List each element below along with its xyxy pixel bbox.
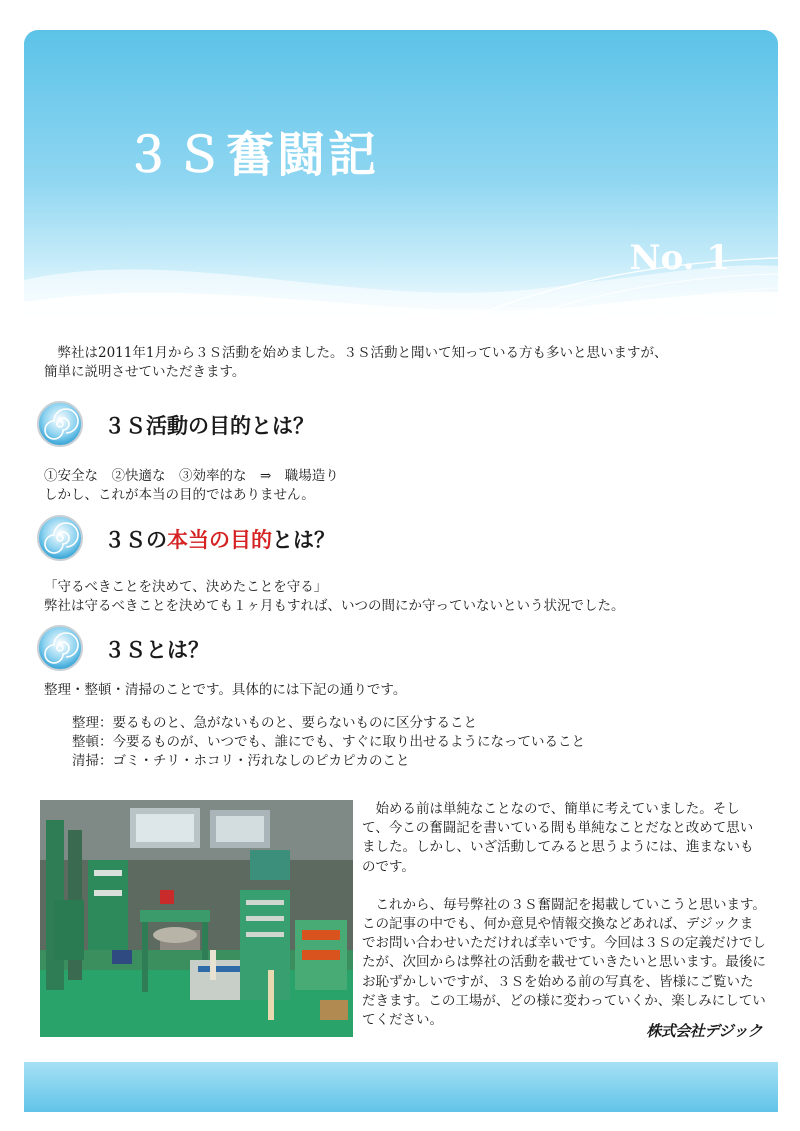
- definition-seiri: 整理：要るものと、急がないものと、要らないものに区分すること: [72, 715, 477, 731]
- issue-number: No. 1: [629, 238, 730, 278]
- page-title: ３Ｓ奮闘記: [124, 127, 380, 183]
- closing-paragraph-1: 始める前は単純なことなので、簡単に考えていました。そして、今この奮闘記を書いている間も単純なことだなと改めて思いました。しかし、いざ活動してみると思うようには、進まないものです。: [362, 801, 754, 875]
- section-2-title-prefix: ３Ｓの: [104, 528, 167, 552]
- definition-seisou: 清掃：ゴミ・チリ・ホコリ・汚れなしのピカピカのこと: [72, 753, 410, 769]
- section-1-line-1: ①安全な ②快適な ③効率的な ⇒ 職場造り: [44, 468, 339, 484]
- header-banner: [24, 30, 778, 330]
- section-2-title-highlight: 本当の目的: [167, 528, 272, 552]
- section-2-body: [44, 578, 764, 616]
- swirl-bullet-icon: [36, 514, 84, 562]
- footer-bar: [24, 1062, 778, 1112]
- closing-text: [362, 800, 766, 1030]
- section-3-body: [44, 681, 764, 700]
- section-1-body: [44, 467, 764, 505]
- section-1-line-2: しかし、これが本当の目的ではありません。: [44, 487, 315, 503]
- swirl-bullet-icon: [36, 400, 84, 448]
- closing-paragraph-2: これから、毎号弊社の３Ｓ奮闘記を掲載していこうと思います。この記事の中でも、何か意見や情報交換などあれば、デジックまでお問い合わせいただければ幸いです。今回は３Ｓの定義だけでしたが、次回からは弊社の活動を載せていきたいと思います。最後にお恥ずかしいですが、３Ｓを始める前の写真を、皆様にご覧いただきます。この工場が、どの様に変わっていくか、楽しみにしていてください。: [362, 896, 766, 1029]
- swirl-bullet-icon: [36, 624, 84, 672]
- section-2-title-suffix: とは？: [272, 528, 335, 552]
- company-signature: 株式会社デジック: [646, 1022, 762, 1040]
- definition-seiton: 整頓：今要るものが、いつでも、誰にでも、すぐに取り出せるようになっていること: [72, 734, 585, 750]
- definition-list: [72, 714, 585, 771]
- section-2-line-2: 弊社は守るべきことを決めても１ヶ月もすれば、いつの間にか守っていないという状況でした。: [44, 598, 625, 614]
- intro-paragraph: [44, 344, 744, 382]
- section-1-title: ３Ｓ活動の目的とは？: [104, 414, 314, 438]
- factory-photo: [40, 800, 353, 1037]
- intro-line-2: 簡単に説明させていただきます。: [44, 364, 246, 380]
- section-3-line-1: 整理・整頓・清掃のことです。具体的には下記の通りです。: [44, 682, 407, 698]
- section-3-title: ３Ｓとは？: [104, 638, 209, 662]
- section-2-title: [104, 524, 335, 554]
- section-2-line-1: 「守るべきことを決めて、決めたことを守る」: [44, 579, 328, 595]
- intro-line-1: 弊社は2011年1月から３Ｓ活動を始めました。３Ｓ活動と聞いて知っている方も多いと思いますが、: [44, 345, 668, 361]
- paragraph-gap: [362, 877, 766, 896]
